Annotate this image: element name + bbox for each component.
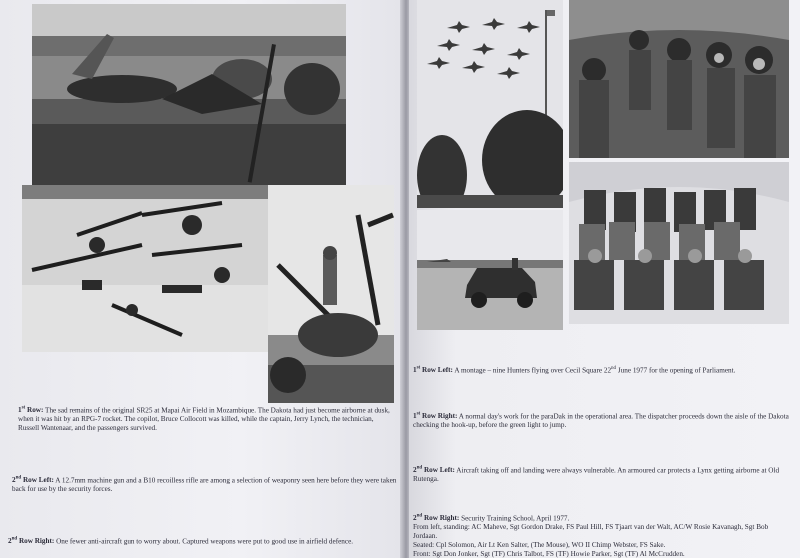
caption-right-row2-left [413, 464, 793, 484]
caption-label: Row: [25, 406, 44, 415]
caption-seated-names: Seated: Cpl Solomon, Air Lt Ken Salter, (The Mouse), WO II Chimp Webster, FS Sake. [413, 541, 666, 550]
caption-right-row2-right [413, 512, 793, 558]
caption-row-number: 2 [8, 537, 12, 546]
caption-ordinal: nd [416, 514, 423, 519]
caption-label: Row Right: [17, 537, 55, 546]
right-page [409, 0, 800, 558]
caption-label: Row Right: [422, 514, 460, 523]
caption-label: Row Left: [21, 476, 54, 485]
caption-text: Aircraft taking off and landing were always vulnerable. An armoured car protects a Lynx getting airborne at Old Rutenga. [413, 466, 780, 484]
caption-row-number: 1 [413, 366, 417, 375]
caption-ordinal: nd [11, 537, 18, 542]
caption-ordinal: nd [15, 476, 22, 481]
photo-aircraft-wreck [32, 4, 346, 187]
caption-row1 [18, 404, 393, 433]
caption-text: The sad remains of the original SR25 at Mapai Air Field in Mozambique. The Dakota had just become airborne at dusk, when it was hit by an RPG-7 rocket. The copilot, Bruce Collocott was killed, while the captain, Jerry Lynch, the technician, Russell Wantenaar, and the passengers survived. [18, 406, 390, 433]
photo-armoured-car [417, 210, 563, 330]
caption-ordinal: st [21, 406, 26, 411]
caption-text: One fewer anti-aircraft gun to worry about. Captured weapons were put to good use in airfield defence. [54, 537, 354, 546]
photo-paradak-interior [569, 0, 789, 158]
caption-ordinal: nd [416, 466, 423, 471]
photo-hunters-flypast [417, 0, 563, 208]
caption-row-number: 1 [413, 412, 417, 421]
caption-row2-left [12, 474, 397, 494]
caption-row-number: 1 [18, 406, 22, 415]
caption-row-number: 2 [413, 514, 417, 523]
caption-text: Security Training School, April 1977. [459, 514, 570, 523]
caption-text: A normal day's work for the paraDak in the operational area. The dispatcher proceeds down the aisle of the Dakota checking the hook-up, before the green light to jump. [413, 412, 789, 430]
caption-standing-names: From left, standing: AC Maheve, Sgt Gordon Drake, FS Paul Hill, FS Tjaart van der Walt, AC/W Rosie Kavanagh, Sgt Bob Jordaan. [413, 523, 769, 541]
caption-label: Row Left: [422, 466, 455, 475]
caption-ordinal: st [416, 412, 421, 417]
caption-row-number: 2 [413, 466, 417, 475]
caption-right-row1-right [413, 410, 793, 430]
photo-security-school-group [569, 162, 789, 324]
caption-text-continued: June 1977 for the opening of Parliament. [616, 366, 736, 375]
caption-label: Row Left: [420, 366, 453, 375]
caption-text: A 12.7mm machine gun and a B10 recoilless rifle are among a selection of weaponry seen here before they were taken back for use by the security forces. [12, 476, 397, 494]
caption-row-number: 2 [12, 476, 16, 485]
caption-ordinal: st [416, 366, 421, 371]
photo-anti-aircraft-gun [268, 185, 394, 403]
caption-row2-right [8, 535, 398, 546]
caption-text: A montage – nine Hunters flying over Cecil Square 22 [452, 366, 612, 375]
caption-front-names: Front: Sgt Don Jonker, Sgt (TF) Chris Talbot, FS (TF) Howie Parker, Sgt (TF) Al McCrudden. [413, 550, 685, 558]
caption-label: Row Right: [420, 412, 458, 421]
caption-date-ordinal: nd [611, 366, 617, 371]
caption-right-row1-left [413, 364, 793, 375]
photo-captured-weapons [22, 185, 268, 352]
